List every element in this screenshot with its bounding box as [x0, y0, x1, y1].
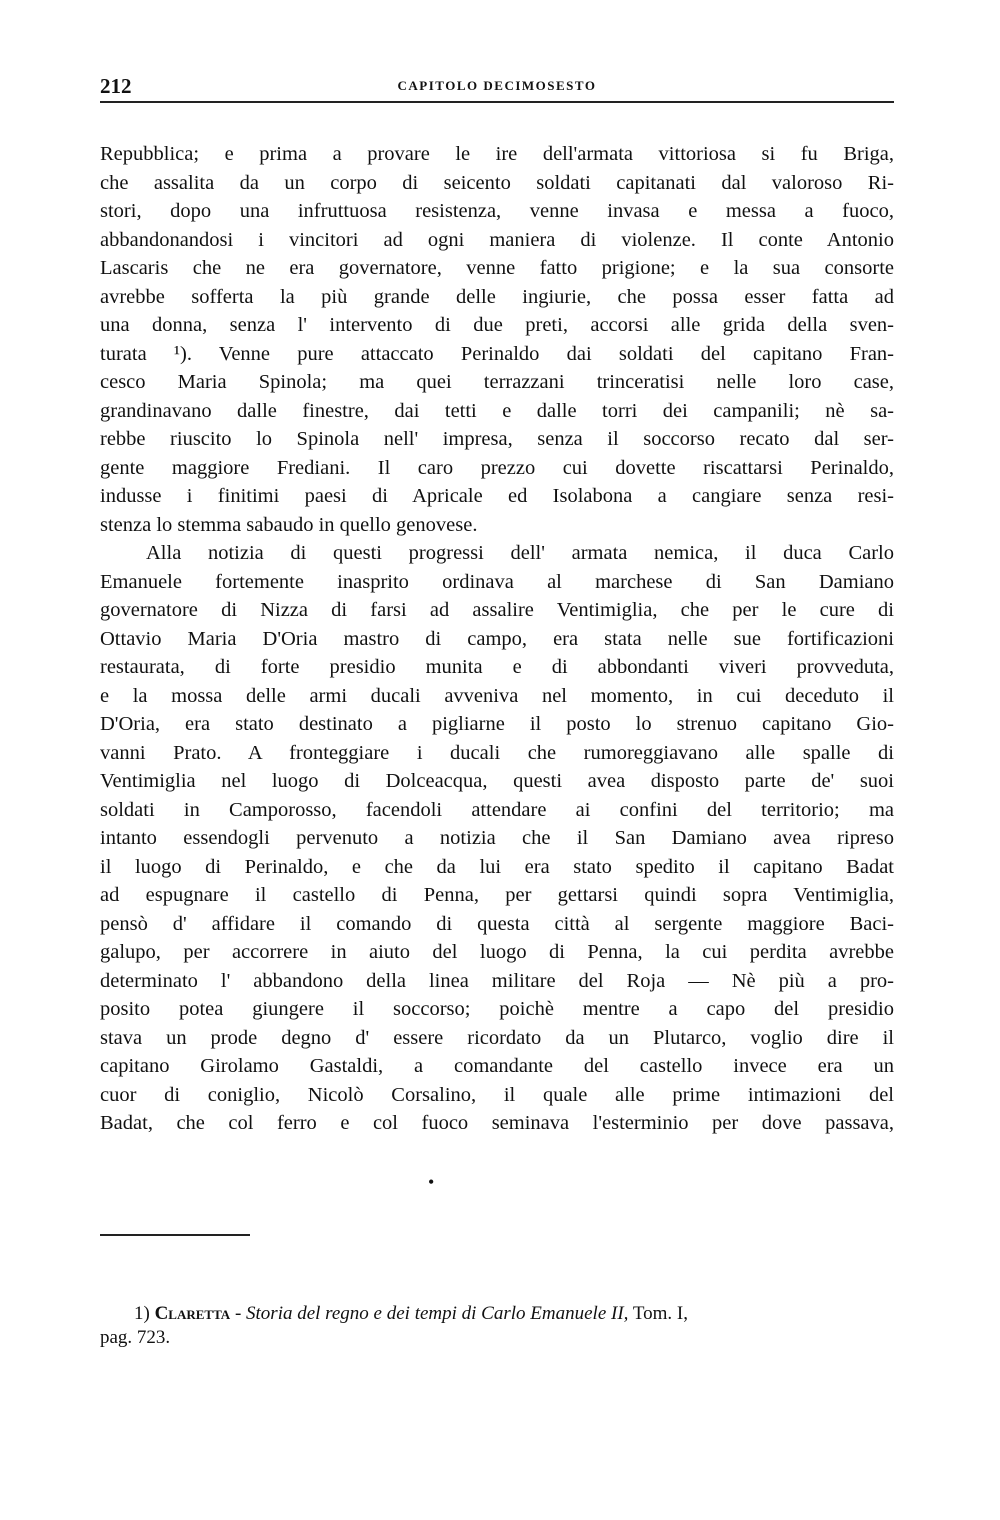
- text-line: pensò d' affidare il comando di questa città al sergente maggiore Baci-: [100, 912, 894, 935]
- text-line: Badat, che col ferro e col fuoco seminava l'esterminio per dove passava,: [100, 1112, 894, 1134]
- text-line: una donna, senza l' intervento di due preti, accorsi alle grida della sven-: [100, 314, 894, 336]
- page-number: 212: [100, 74, 132, 98]
- page-header: [100, 74, 894, 96]
- footnote-volume: Tom. I,: [632, 1303, 688, 1324]
- text-line: galupo, per accorrere in aiuto del luogo di Penna, la cui perdita avrebbe: [100, 941, 894, 963]
- text-line: capitano Girolamo Gastaldi, a comandante del castello invece era un: [100, 1055, 894, 1077]
- running-title: CAPITOLO DECIMOSESTO: [397, 78, 597, 93]
- text-line: indusse i finitimi paesi di Apricale ed Isolabona a cangiare senza resi-: [100, 485, 894, 507]
- text-line: rebbe riuscito lo Spinola nell' impresa, senza il soccorso recato dal ser-: [100, 428, 894, 450]
- text-line: restaurata, di forte presidio munita e di abbondanti viveri provveduta,: [100, 656, 894, 678]
- footnote-marker: 1): [134, 1303, 150, 1324]
- text-line: vanni Prato. A fronteggiare i ducali che rumoreggiavano alle spalle di: [100, 741, 894, 764]
- text-line: Lascaris che ne era governatore, venne fatto prigione; e la sua consorte: [100, 257, 894, 279]
- text-line: gente maggiore Frediani. Il caro prezzo cui dovette riscattarsi Perinaldo,: [100, 456, 894, 479]
- text-line: D'Oria, era stato destinato a pigliarne il posto lo strenuo capitano Gio-: [100, 713, 894, 735]
- text-line: turata ¹). Venne pure attaccato Perinaldo dai soldati del capitano Fran-: [100, 342, 894, 365]
- text-line: che assalita da un corpo di seicento soldati capitanati dal valoroso Ri-: [100, 171, 894, 194]
- text-line: e la mossa delle armi ducali avveniva nel momento, in cui deceduto il: [100, 684, 894, 707]
- text-line: il luogo di Perinaldo, e che da lui era stato spedito il capitano Badat: [100, 855, 894, 878]
- text-line: stenza lo stemma sabaudo in quello genovese.: [100, 513, 478, 536]
- text-line: ad espugnare il castello di Penna, per gettarsi quindi sopra Ventimiglia,: [100, 884, 894, 906]
- footnote-title: Storia del regno e dei tempi di Carlo Emanuele II,: [246, 1303, 629, 1324]
- footnote: [100, 1302, 894, 1350]
- text-line: Ottavio Maria D'Oria mastro di campo, era stata nelle sue fortificazioni: [100, 627, 894, 650]
- text-line: avrebbe sofferta la più grande delle ingiurie, che possa esser fatta ad: [100, 285, 894, 308]
- footnote-author: Claretta: [154, 1303, 231, 1324]
- text-line: soldati in Camporosso, facendoli attendare ai confini del territorio; ma: [100, 798, 894, 821]
- text-line: Repubblica; e prima a provare le ire dell'armata vittoriosa si fu Briga,: [100, 143, 894, 165]
- text-line: abbandonandosi i vincitori ad ogni maniera di violenze. Il conte Antonio: [100, 228, 894, 251]
- text-line: stava un prode degno d' essere ricordato da un Plutarco, voglio dire il: [100, 1026, 894, 1049]
- footnote-line: [100, 1302, 894, 1326]
- text-line: posito potea giungere il soccorso; poichè mentre a capo del presidio: [100, 998, 894, 1020]
- text-line: cuor di coniglio, Nicolò Corsalino, il quale alle prime intimazioni del: [100, 1083, 894, 1106]
- body-text: [100, 140, 894, 1138]
- footnote-rule: [100, 1234, 250, 1236]
- text-line: stori, dopo una infruttuosa resistenza, venne invasa e messa a fuoco,: [100, 200, 894, 222]
- footnote-separator: -: [234, 1303, 242, 1324]
- text-line: grandinavano dalle finestre, dai tetti e dalle torri dei campanili; nè sa-: [100, 399, 894, 422]
- footnote-line: [100, 1326, 894, 1350]
- text-line: governatore di Nizza di farsi ad assalire Ventimiglia, che per le cure di: [100, 599, 894, 621]
- text-line: cesco Maria Spinola; ma quei terrazzani trinceratisi nelle loro case,: [100, 371, 894, 393]
- center-mark: •: [428, 1172, 435, 1192]
- text-line: Alla notizia di questi progressi dell' armata nemica, il duca Carlo: [146, 542, 894, 564]
- footnote-page: pag. 723.: [100, 1327, 171, 1348]
- text-line: intanto essendogli pervenuto a notizia che il San Damiano avea ripreso: [100, 827, 894, 849]
- text-line: Ventimiglia nel luogo di Dolceacqua, questi avea disposto parte de' suoi: [100, 770, 894, 792]
- text-line: Emanuele fortemente inasprito ordinava al marchese di San Damiano: [100, 570, 894, 593]
- text-line: determinato l' abbandono della linea militare del Roja — Nè più a pro-: [100, 969, 894, 992]
- header-rule: [100, 101, 894, 103]
